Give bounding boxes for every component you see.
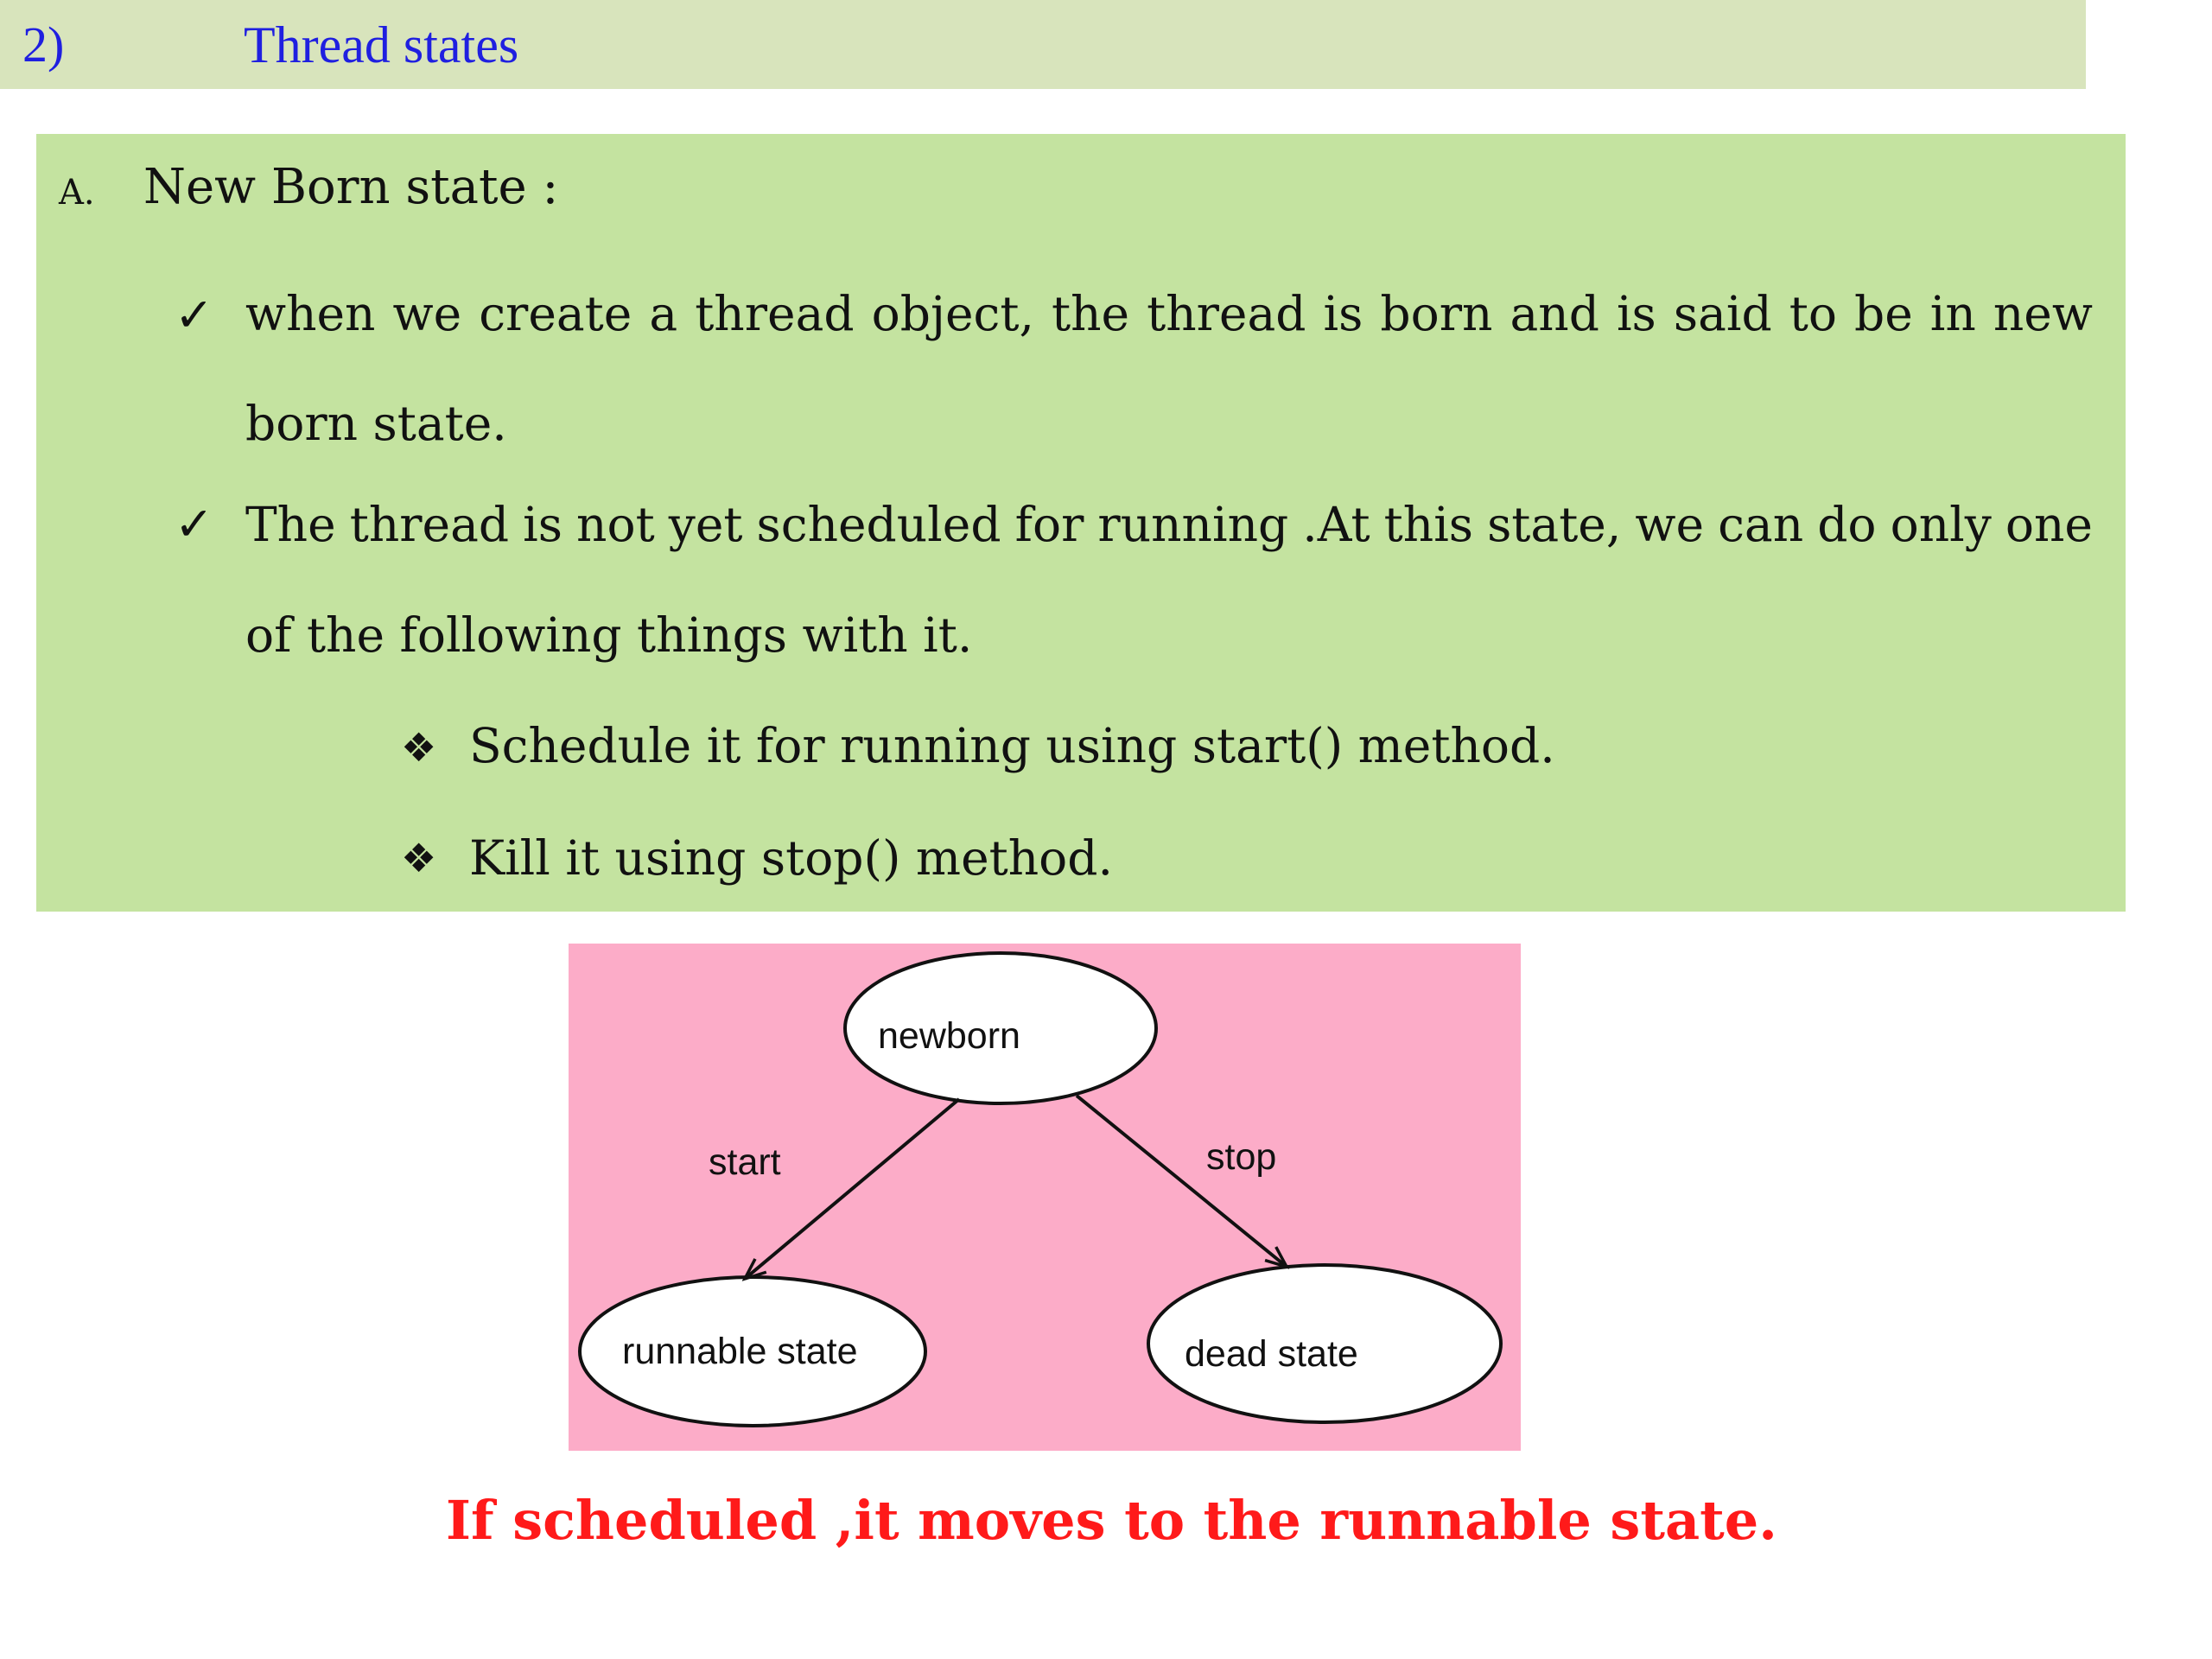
section-header xyxy=(0,0,2086,89)
word: we xyxy=(392,286,462,341)
bullet-1-line-1 xyxy=(245,283,2093,344)
word: new xyxy=(1993,286,2093,341)
bullet-2-line-2: of the following things with it. xyxy=(245,607,973,663)
word: one xyxy=(2005,497,2093,552)
node-label-newborn: newborn xyxy=(878,1015,1020,1057)
word: to xyxy=(1789,286,1837,341)
bullet-1-line-2: born state. xyxy=(245,396,507,451)
word: is xyxy=(523,497,563,552)
diamond-bullet-icon: ❖ xyxy=(401,724,437,771)
word: .At xyxy=(1302,497,1370,552)
word: The xyxy=(245,497,336,552)
bullet-2-line-1 xyxy=(245,494,2093,555)
diagram-graphics xyxy=(569,944,1521,1451)
edge-label-stop: stop xyxy=(1206,1136,1277,1178)
sub-bullet-1: Schedule it for running using start() method. xyxy=(469,718,1555,773)
word: a xyxy=(649,286,678,341)
word: only xyxy=(1890,497,1992,552)
edge-label-start: start xyxy=(709,1141,781,1183)
diamond-bullet-icon: ❖ xyxy=(401,835,437,881)
word: is xyxy=(1323,286,1363,341)
word: create xyxy=(479,286,632,341)
word: object, xyxy=(871,286,1034,341)
word: can xyxy=(1718,497,1804,552)
section-number: 2) xyxy=(22,16,65,73)
word: and xyxy=(1510,286,1599,341)
word: the xyxy=(1051,286,1130,341)
sub-bullet-2: Kill it using stop() method. xyxy=(469,830,1113,886)
thread-state-diagram xyxy=(569,944,1521,1451)
word: born xyxy=(1380,286,1493,341)
word: in xyxy=(1929,286,1976,341)
diagram-caption: If scheduled ,it moves to the runnable state. xyxy=(446,1489,1777,1552)
word: this xyxy=(1383,497,1474,552)
section-title: Thread states xyxy=(244,16,519,73)
word: thread xyxy=(349,497,510,552)
word: scheduled xyxy=(756,497,1001,552)
word: running xyxy=(1097,497,1289,552)
word: thread xyxy=(1147,286,1306,341)
edge-start-arrow xyxy=(745,1099,959,1279)
word: thread xyxy=(695,286,855,341)
word: state, xyxy=(1487,497,1622,552)
word: we xyxy=(1635,497,1705,552)
word: said xyxy=(1673,286,1772,341)
node-label-runnable: runnable state xyxy=(622,1331,858,1372)
check-icon: ✓ xyxy=(175,288,214,342)
word: do xyxy=(1817,497,1877,552)
word: yet xyxy=(668,497,743,552)
subsection-marker: A. xyxy=(59,173,95,213)
word: not xyxy=(576,497,655,552)
subsection-title: New Born state : xyxy=(143,159,559,215)
node-label-dead: dead state xyxy=(1185,1333,1358,1375)
check-icon: ✓ xyxy=(175,497,214,551)
edge-stop-arrow xyxy=(1077,1096,1287,1267)
word: is xyxy=(1616,286,1656,341)
word: for xyxy=(1014,497,1084,552)
word: when xyxy=(245,286,376,341)
word: be xyxy=(1853,286,1913,341)
